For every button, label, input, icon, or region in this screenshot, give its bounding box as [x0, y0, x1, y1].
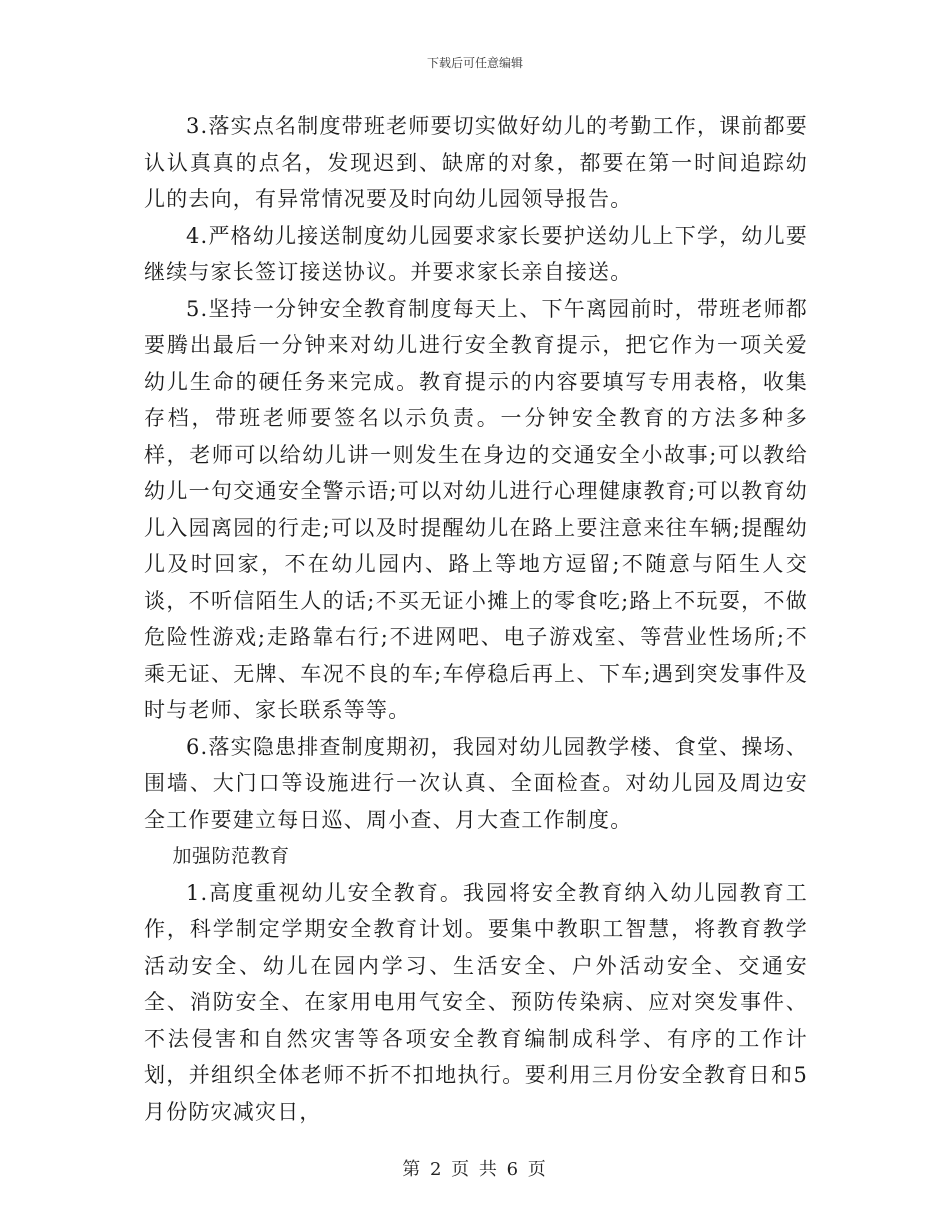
paragraph-roll-call: 3.落实点名制度带班老师要切实做好幼儿的考勤工作，课前都要认认真真的点名，发现迟到、缺席的对象，都要在第一时间追踪幼儿的去向，有异常情况要及时向幼儿园领导报告。 — [144, 114, 808, 211]
paragraph-pickup: 4.严格幼儿接送制度幼儿园要求家长要护送幼儿上下学，幼儿要继续与家长签订接送协议。并要求家长亲自接送。 — [144, 223, 808, 284]
document-body — [144, 108, 808, 1130]
paragraph-hazard-inspection: 6.落实隐患排查制度期初，我园对幼儿园教学楼、食堂、操场、围墙、大门口等设施进行一次认真、全面检查。对幼儿园及周边安全工作要建立每日巡、周小查、月大查工作制度。 — [144, 734, 808, 832]
page-header-note: 下载后可任意编辑 — [426, 56, 523, 70]
section-heading: 加强防范教育 — [172, 845, 290, 867]
paragraph-safety-education: 1.高度重视幼儿安全教育。我园将安全教育纳入幼儿园教育工作，科学制定学期安全教育计划。要集中教职工智慧，将教育教学活动安全、幼儿在园内学习、生活安全、户外活动安全、交通安全、消防安全、在家用电用气安全、预防传染病、应对突发事件、不法侵害和自然灾害等各项安全教育编制成科学、有序的工作计划，并组织全体老师不折不扣地执行。要利用三月份安全教育日和5月份防灾减灾日， — [144, 880, 808, 1124]
page-number: 第 2 页 共 6 页 — [402, 1159, 548, 1180]
paragraph-one-minute-education: 5.坚持一分钟安全教育制度每天上、下午离园前时，带班老师都要腾出最后一分钟来对幼儿进行安全教育提示，把它作为一项关爱幼儿生命的硬任务来完成。教育提示的内容要填写专用表格，收集存档，带班老师要签名以示负责。一分钟安全教育的方法多种多样，老师可以给幼儿讲一则发生在身边的交通安全小故事;可以教给幼儿一句交通安全警示语;可以对幼儿进行心理健康教育;可以教育幼儿入园离园的行走;可以及时提醒幼儿在路上要注意来往车辆;提醒幼儿及时回家，不在幼儿园内、路上等地方逗留;不随意与陌生人交谈，不听信陌生人的话;不买无证小摊上的零食吃;路上不玩耍，不做危险性游戏;走路靠右行;不进网吧、电子游戏室、等营业性场所;不乘无证、无牌、车况不良的车;车停稳后再上、下车;遇到突发事件及时与老师、家长联系等等。 — [144, 296, 808, 722]
